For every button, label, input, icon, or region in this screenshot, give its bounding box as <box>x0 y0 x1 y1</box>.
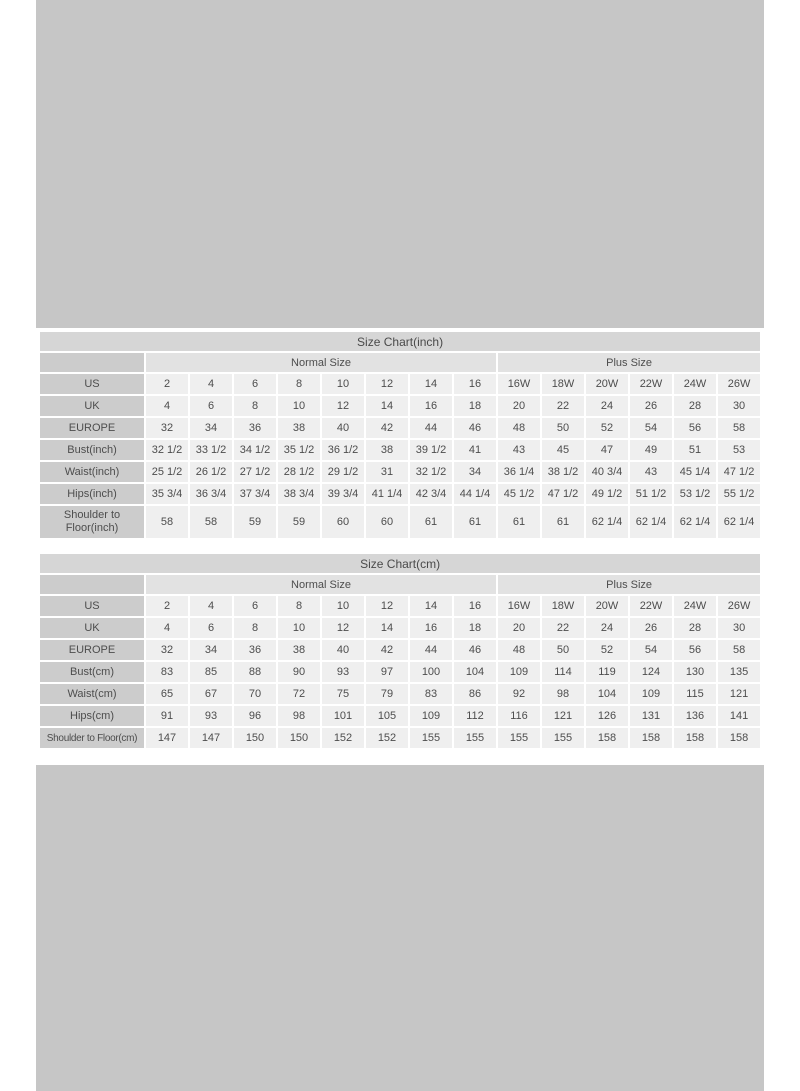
table-cell: 45 <box>542 440 584 460</box>
table-cell: 126 <box>586 706 628 726</box>
group-header-normal-size: Normal Size <box>146 353 496 372</box>
table-cell: 49 1/2 <box>586 484 628 504</box>
table-cell: 59 <box>278 506 320 538</box>
table-cell: 40 <box>322 640 364 660</box>
table-cell: 53 1/2 <box>674 484 716 504</box>
table-cell: 6 <box>234 374 276 394</box>
table-row <box>40 506 760 538</box>
table-cell: 42 <box>366 418 408 438</box>
table-cell: 158 <box>586 728 628 748</box>
table-row <box>40 374 760 394</box>
table-cell: 12 <box>322 396 364 416</box>
table-cell: 24W <box>674 374 716 394</box>
table-cell: 34 <box>454 462 496 482</box>
table-cell: 10 <box>278 618 320 638</box>
table-cell: 10 <box>322 374 364 394</box>
table-cell: 8 <box>278 596 320 616</box>
table-cell: 18 <box>454 396 496 416</box>
table-cell: 8 <box>278 374 320 394</box>
table-cell: 98 <box>278 706 320 726</box>
table-cell: 20 <box>498 618 540 638</box>
table-cell: 51 1/2 <box>630 484 672 504</box>
row-label: Bust(cm) <box>40 662 144 682</box>
table-cell: 24W <box>674 596 716 616</box>
table-cell: 45 1/2 <box>498 484 540 504</box>
table-cell: 56 <box>674 640 716 660</box>
table-row <box>40 596 760 616</box>
table-cell: 59 <box>234 506 276 538</box>
row-label: Waist(inch) <box>40 462 144 482</box>
table-cell: 51 <box>674 440 716 460</box>
table-cell: 155 <box>454 728 496 748</box>
table-cell: 90 <box>278 662 320 682</box>
table-cell: 24 <box>586 396 628 416</box>
table-cell: 141 <box>718 706 760 726</box>
table-title: Size Chart(cm) <box>40 554 760 573</box>
group-header-plus-size: Plus Size <box>498 575 760 594</box>
table-cell: 14 <box>410 596 452 616</box>
table-cell: 158 <box>674 728 716 748</box>
table-cell: 147 <box>190 728 232 748</box>
table-cell: 34 <box>190 640 232 660</box>
table-cell: 62 1/4 <box>718 506 760 538</box>
table-cell: 150 <box>234 728 276 748</box>
table-cell: 92 <box>498 684 540 704</box>
table-cell: 41 <box>454 440 496 460</box>
table-cell: 42 <box>366 640 408 660</box>
table-row <box>40 484 760 504</box>
table-cell: 12 <box>366 374 408 394</box>
table-cell: 30 <box>718 396 760 416</box>
table-cell: 37 3/4 <box>234 484 276 504</box>
table-cell: 16 <box>454 596 496 616</box>
table-cell: 114 <box>542 662 584 682</box>
table-cell: 6 <box>190 618 232 638</box>
table-cell: 155 <box>498 728 540 748</box>
table-cell: 32 1/2 <box>146 440 188 460</box>
table-cell: 119 <box>586 662 628 682</box>
size-chart-section <box>36 328 764 765</box>
row-label: Bust(inch) <box>40 440 144 460</box>
table-cell: 155 <box>410 728 452 748</box>
table-cell: 26W <box>718 374 760 394</box>
table-cell: 26W <box>718 596 760 616</box>
table-cell: 46 <box>454 418 496 438</box>
table-cell: 93 <box>322 662 364 682</box>
table-cell: 85 <box>190 662 232 682</box>
table-row <box>40 618 760 638</box>
table-cell: 54 <box>630 418 672 438</box>
table-cell: 54 <box>630 640 672 660</box>
table-row <box>40 440 760 460</box>
table-cell: 12 <box>366 596 408 616</box>
table-cell: 136 <box>674 706 716 726</box>
table-cell: 86 <box>454 684 496 704</box>
table-cell: 31 <box>366 462 408 482</box>
table-cell: 58 <box>146 506 188 538</box>
table-cell: 62 1/4 <box>586 506 628 538</box>
table-cell: 32 1/2 <box>410 462 452 482</box>
table-cell: 25 1/2 <box>146 462 188 482</box>
table-row <box>40 396 760 416</box>
table-cell: 39 3/4 <box>322 484 364 504</box>
table-cell: 155 <box>542 728 584 748</box>
table-title-row <box>40 332 760 351</box>
table-cell: 40 <box>322 418 364 438</box>
table-cell: 116 <box>498 706 540 726</box>
table-cell: 100 <box>410 662 452 682</box>
row-label: EUROPE <box>40 418 144 438</box>
table-cell: 65 <box>146 684 188 704</box>
row-label: Hips(cm) <box>40 706 144 726</box>
table-cell: 104 <box>454 662 496 682</box>
row-label: US <box>40 596 144 616</box>
table-cell: 24 <box>586 618 628 638</box>
table-cell: 14 <box>366 618 408 638</box>
table-cell: 55 1/2 <box>718 484 760 504</box>
row-label: Waist(cm) <box>40 684 144 704</box>
table-cell: 104 <box>586 684 628 704</box>
table-cell: 10 <box>322 596 364 616</box>
table-cell: 12 <box>322 618 364 638</box>
table-cell: 101 <box>322 706 364 726</box>
table-cell: 152 <box>322 728 364 748</box>
table-cell: 36 <box>234 418 276 438</box>
table-cell: 52 <box>586 640 628 660</box>
table-row <box>40 728 760 748</box>
corner-cell <box>40 575 144 594</box>
column-group-row <box>40 575 760 594</box>
table-cell: 121 <box>718 684 760 704</box>
table-cell: 4 <box>146 396 188 416</box>
table-cell: 46 <box>454 640 496 660</box>
table-cell: 35 1/2 <box>278 440 320 460</box>
product-image-placeholder <box>36 0 764 1091</box>
table-cell: 150 <box>278 728 320 748</box>
table-cell: 98 <box>542 684 584 704</box>
table-cell: 52 <box>586 418 628 438</box>
table-cell: 6 <box>190 396 232 416</box>
table-cell: 34 1/2 <box>234 440 276 460</box>
table-cell: 20 <box>498 396 540 416</box>
table-cell: 39 1/2 <box>410 440 452 460</box>
table-cell: 18W <box>542 596 584 616</box>
table-cell: 44 <box>410 640 452 660</box>
table-cell: 22W <box>630 374 672 394</box>
table-cell: 48 <box>498 640 540 660</box>
table-cell: 158 <box>630 728 672 748</box>
table-cell: 16 <box>410 396 452 416</box>
table-cell: 22 <box>542 618 584 638</box>
table-cell: 14 <box>410 374 452 394</box>
table-cell: 8 <box>234 396 276 416</box>
row-label: Hips(inch) <box>40 484 144 504</box>
table-cell: 50 <box>542 418 584 438</box>
table-cell: 115 <box>674 684 716 704</box>
table-row <box>40 662 760 682</box>
table-cell: 41 1/4 <box>366 484 408 504</box>
row-label: UK <box>40 396 144 416</box>
table-row <box>40 706 760 726</box>
table-cell: 124 <box>630 662 672 682</box>
table-cell: 88 <box>234 662 276 682</box>
table-cell: 4 <box>190 374 232 394</box>
table-cell: 44 1/4 <box>454 484 496 504</box>
row-label: Shoulder to Floor(cm) <box>40 728 144 748</box>
table-cell: 18 <box>454 618 496 638</box>
table-cell: 62 1/4 <box>630 506 672 538</box>
row-label: EUROPE <box>40 640 144 660</box>
table-cell: 61 <box>454 506 496 538</box>
table-cell: 35 3/4 <box>146 484 188 504</box>
corner-cell <box>40 353 144 372</box>
table-cell: 26 <box>630 618 672 638</box>
group-header-normal-size: Normal Size <box>146 575 496 594</box>
table-cell: 20W <box>586 596 628 616</box>
table-cell: 38 3/4 <box>278 484 320 504</box>
table-cell: 48 <box>498 418 540 438</box>
table-cell: 112 <box>454 706 496 726</box>
table-cell: 147 <box>146 728 188 748</box>
table-cell: 40 3/4 <box>586 462 628 482</box>
table-cell: 27 1/2 <box>234 462 276 482</box>
table-cell: 38 <box>278 640 320 660</box>
size-chart-cm-table <box>38 552 762 750</box>
row-label: UK <box>40 618 144 638</box>
table-cell: 2 <box>146 596 188 616</box>
table-cell: 131 <box>630 706 672 726</box>
table-cell: 2 <box>146 374 188 394</box>
table-cell: 16W <box>498 596 540 616</box>
table-cell: 30 <box>718 618 760 638</box>
table-cell: 79 <box>366 684 408 704</box>
row-label: Shoulder to Floor(inch) <box>40 506 144 538</box>
table-cell: 28 <box>674 618 716 638</box>
table-cell: 26 1/2 <box>190 462 232 482</box>
table-cell: 45 1/4 <box>674 462 716 482</box>
table-cell: 47 1/2 <box>542 484 584 504</box>
table-cell: 10 <box>278 396 320 416</box>
table-cell: 83 <box>146 662 188 682</box>
table-cell: 49 <box>630 440 672 460</box>
table-cell: 6 <box>234 596 276 616</box>
table-cell: 42 3/4 <box>410 484 452 504</box>
table-cell: 8 <box>234 618 276 638</box>
table-cell: 16 <box>410 618 452 638</box>
table-cell: 38 <box>278 418 320 438</box>
table-cell: 60 <box>322 506 364 538</box>
table-cell: 58 <box>190 506 232 538</box>
table-cell: 91 <box>146 706 188 726</box>
table-cell: 60 <box>366 506 408 538</box>
table-cell: 109 <box>410 706 452 726</box>
table-cell: 36 1/2 <box>322 440 364 460</box>
table-cell: 36 3/4 <box>190 484 232 504</box>
table-cell: 121 <box>542 706 584 726</box>
table-cell: 61 <box>410 506 452 538</box>
table-cell: 22W <box>630 596 672 616</box>
table-cell: 47 1/2 <box>718 462 760 482</box>
table-cell: 20W <box>586 374 628 394</box>
table-cell: 38 <box>366 440 408 460</box>
table-cell: 16W <box>498 374 540 394</box>
table-cell: 26 <box>630 396 672 416</box>
table-cell: 28 <box>674 396 716 416</box>
table-row <box>40 462 760 482</box>
group-header-plus-size: Plus Size <box>498 353 760 372</box>
table-cell: 56 <box>674 418 716 438</box>
table-cell: 4 <box>190 596 232 616</box>
table-cell: 75 <box>322 684 364 704</box>
table-cell: 72 <box>278 684 320 704</box>
table-cell: 58 <box>718 640 760 660</box>
table-cell: 32 <box>146 418 188 438</box>
row-label: US <box>40 374 144 394</box>
table-title-row <box>40 554 760 573</box>
table-cell: 29 1/2 <box>322 462 364 482</box>
table-cell: 93 <box>190 706 232 726</box>
table-cell: 97 <box>366 662 408 682</box>
column-group-row <box>40 353 760 372</box>
table-cell: 158 <box>718 728 760 748</box>
table-cell: 61 <box>542 506 584 538</box>
table-cell: 22 <box>542 396 584 416</box>
table-cell: 105 <box>366 706 408 726</box>
table-cell: 58 <box>718 418 760 438</box>
table-cell: 36 <box>234 640 276 660</box>
table-cell: 61 <box>498 506 540 538</box>
table-cell: 67 <box>190 684 232 704</box>
table-cell: 18W <box>542 374 584 394</box>
table-row <box>40 418 760 438</box>
table-cell: 28 1/2 <box>278 462 320 482</box>
table-cell: 43 <box>630 462 672 482</box>
table-row <box>40 640 760 660</box>
table-cell: 34 <box>190 418 232 438</box>
size-chart-inch-table <box>38 330 762 540</box>
table-row <box>40 684 760 704</box>
table-cell: 32 <box>146 640 188 660</box>
table-cell: 135 <box>718 662 760 682</box>
table-cell: 62 1/4 <box>674 506 716 538</box>
table-cell: 70 <box>234 684 276 704</box>
table-cell: 4 <box>146 618 188 638</box>
table-cell: 16 <box>454 374 496 394</box>
table-cell: 44 <box>410 418 452 438</box>
table-cell: 50 <box>542 640 584 660</box>
table-cell: 83 <box>410 684 452 704</box>
table-cell: 109 <box>498 662 540 682</box>
table-cell: 36 1/4 <box>498 462 540 482</box>
table-title: Size Chart(inch) <box>40 332 760 351</box>
table-cell: 130 <box>674 662 716 682</box>
table-cell: 47 <box>586 440 628 460</box>
table-cell: 38 1/2 <box>542 462 584 482</box>
table-cell: 53 <box>718 440 760 460</box>
table-cell: 109 <box>630 684 672 704</box>
table-cell: 33 1/2 <box>190 440 232 460</box>
table-cell: 96 <box>234 706 276 726</box>
table-cell: 152 <box>366 728 408 748</box>
table-cell: 14 <box>366 396 408 416</box>
table-cell: 43 <box>498 440 540 460</box>
